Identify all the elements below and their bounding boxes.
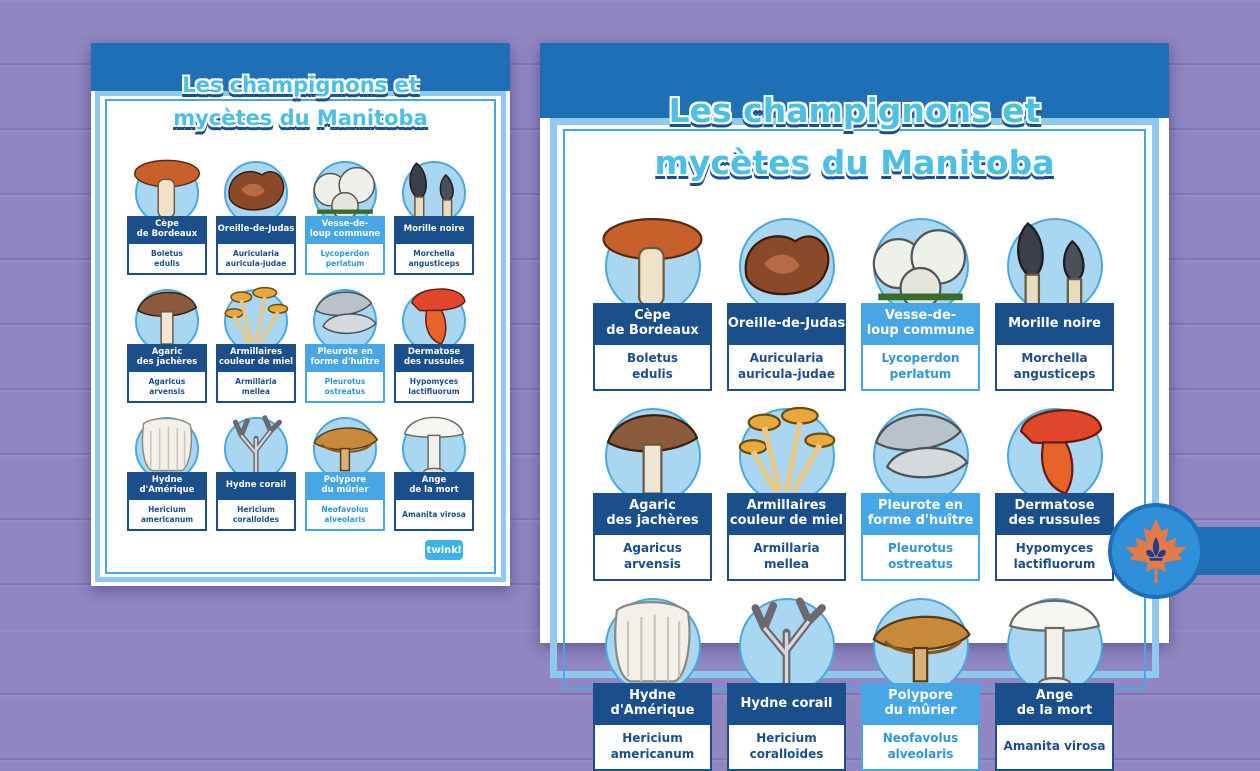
mushroom-common-name: Armillaires couleur de miel <box>727 493 846 535</box>
mushroom-common-name: Polypore du mûrier <box>305 472 385 500</box>
morel-icon <box>995 208 1114 308</box>
mushroom-illustration <box>593 208 712 308</box>
mushroom-common-name: Dermatose des russules <box>394 344 474 372</box>
mushroom-card <box>394 281 474 403</box>
mushroom-latin-name: Pleurotus ostreatus <box>305 372 385 403</box>
mushroom-illustration <box>127 281 207 347</box>
mushroom-illustration <box>305 281 385 347</box>
mushroom-illustration <box>127 153 207 219</box>
poster-large <box>540 43 1169 761</box>
mushroom-illustration <box>216 409 296 475</box>
mushroom-common-name: Hydne d'Amérique <box>593 683 712 725</box>
poster-title-line1: Les champignons et <box>668 91 1041 130</box>
mushroom-card <box>593 588 712 771</box>
mushroom-latin-name: Hypomyces lactifluorum <box>394 372 474 403</box>
poster-title-line2: mycètes du Manitoba <box>173 106 428 130</box>
morel-icon <box>394 153 474 219</box>
mushroom-common-name: Polypore du mûrier <box>861 683 980 725</box>
mushroom-latin-name: Lycoperdon perlatum <box>305 244 385 275</box>
bolete-mushroom-icon <box>127 153 207 219</box>
mushroom-latin-name: Auricularia auricula-judae <box>216 244 296 275</box>
wood-ear-fungus-icon <box>727 208 846 308</box>
mushroom-latin-name: Neofavolus alveolaris <box>305 500 385 531</box>
mushroom-illustration <box>727 588 846 688</box>
mushroom-card <box>394 409 474 531</box>
amanita-icon <box>394 409 474 475</box>
mushroom-latin-name: Lycoperdon perlatum <box>861 345 980 391</box>
mushroom-latin-name: Morchella angusticeps <box>394 244 474 275</box>
maple-leaf-fleur-de-lis-icon <box>1121 516 1191 586</box>
coral-tooth-icon <box>727 588 846 688</box>
mushroom-latin-name: Pleurotus ostreatus <box>861 535 980 581</box>
mushroom-latin-name: Hericium americanum <box>593 725 712 771</box>
wood-ear-fungus-icon <box>216 153 296 219</box>
mushroom-card <box>216 153 296 275</box>
mushroom-common-name: Ange de la mort <box>394 472 474 500</box>
mushroom-illustration <box>727 398 846 498</box>
mushroom-common-name: Pleurote en forme d'huître <box>305 344 385 372</box>
mushroom-latin-name: Hericium coralloides <box>216 500 296 531</box>
mushroom-common-name: Ange de la mort <box>995 683 1114 725</box>
bearded-tooth-icon <box>593 588 712 688</box>
mushroom-illustration <box>216 153 296 219</box>
mushroom-card <box>216 281 296 403</box>
honey-fungus-icon <box>727 398 846 498</box>
mushroom-common-name: Hydne corail <box>727 683 846 725</box>
twinkl-logo: twinkl <box>425 540 463 560</box>
polypore-icon <box>861 588 980 688</box>
mushroom-card <box>995 588 1114 771</box>
oyster-mushroom-icon <box>861 398 980 498</box>
mushroom-illustration <box>305 153 385 219</box>
mushroom-latin-name: Morchella angusticeps <box>995 345 1114 391</box>
lobster-mushroom-icon <box>394 281 474 347</box>
bolete-mushroom-icon <box>593 208 712 308</box>
mushroom-card <box>216 409 296 531</box>
mushroom-card <box>861 208 980 391</box>
mushroom-illustration <box>593 588 712 688</box>
mushroom-illustration <box>727 208 846 308</box>
mushroom-illustration <box>861 398 980 498</box>
puffball-icon <box>305 153 385 219</box>
mushroom-card <box>305 409 385 531</box>
mushroom-latin-name: Boletus edulis <box>127 244 207 275</box>
mushroom-latin-name: Amanita virosa <box>394 500 474 531</box>
mushroom-common-name: Pleurote en forme d'huître <box>861 493 980 535</box>
mushroom-illustration <box>394 153 474 219</box>
mushroom-illustration <box>861 588 980 688</box>
coral-tooth-icon <box>216 409 296 475</box>
mushroom-common-name: Hydne corail <box>216 472 296 500</box>
mushroom-illustration <box>394 281 474 347</box>
mushroom-illustration <box>394 409 474 475</box>
mushroom-latin-name: Agaricus arvensis <box>593 535 712 581</box>
polypore-icon <box>305 409 385 475</box>
poster-small <box>91 43 510 586</box>
mushroom-common-name: Oreille-de-Judas <box>727 303 846 345</box>
mushroom-card <box>727 208 846 391</box>
mushroom-illustration <box>995 588 1114 688</box>
mushroom-common-name: Armillaires couleur de miel <box>216 344 296 372</box>
mushroom-illustration <box>127 409 207 475</box>
manitoba-badge <box>1108 503 1204 599</box>
mushroom-latin-name: Hericium coralloides <box>727 725 846 771</box>
mushroom-card <box>127 153 207 275</box>
mushroom-common-name: Cèpe de Bordeaux <box>593 303 712 345</box>
mushroom-latin-name: Amanita virosa <box>995 725 1114 771</box>
mushroom-card <box>861 588 980 771</box>
mushroom-latin-name: Boletus edulis <box>593 345 712 391</box>
mushroom-common-name: Agaric des jachères <box>127 344 207 372</box>
agaric-mushroom-icon <box>593 398 712 498</box>
mushroom-latin-name: Hypomyces lactifluorum <box>995 535 1114 581</box>
mushroom-card <box>127 409 207 531</box>
mushroom-latin-name: Auricularia auricula-judae <box>727 345 846 391</box>
mushroom-illustration <box>995 398 1114 498</box>
mushroom-card <box>727 398 846 581</box>
mushroom-card <box>127 281 207 403</box>
mushroom-common-name: Oreille-de-Judas <box>216 216 296 244</box>
mushroom-latin-name: Armillaria mellea <box>727 535 846 581</box>
mushroom-card <box>593 398 712 581</box>
mushroom-card <box>305 281 385 403</box>
mushroom-illustration <box>216 281 296 347</box>
mushroom-common-name: Agaric des jachères <box>593 493 712 535</box>
mushroom-illustration <box>593 398 712 498</box>
mushroom-common-name: Morille noire <box>995 303 1114 345</box>
puffball-icon <box>861 208 980 308</box>
mushroom-common-name: Hydne d'Amérique <box>127 472 207 500</box>
mushroom-common-name: Cèpe de Bordeaux <box>127 216 207 244</box>
mushroom-common-name: Vesse-de- loup commune <box>305 216 385 244</box>
bearded-tooth-icon <box>127 409 207 475</box>
mushroom-card <box>995 208 1114 391</box>
honey-fungus-icon <box>216 281 296 347</box>
mushroom-latin-name: Hericium americanum <box>127 500 207 531</box>
mushroom-card <box>394 153 474 275</box>
mushroom-latin-name: Armillaria mellea <box>216 372 296 403</box>
poster-title-line1: Les champignons et <box>182 73 419 97</box>
mushroom-illustration <box>995 208 1114 308</box>
mushroom-card <box>305 153 385 275</box>
mushroom-card <box>727 588 846 771</box>
oyster-mushroom-icon <box>305 281 385 347</box>
mushroom-common-name: Dermatose des russules <box>995 493 1114 535</box>
mushroom-illustration <box>305 409 385 475</box>
mushroom-common-name: Morille noire <box>394 216 474 244</box>
mushroom-card <box>861 398 980 581</box>
mushroom-latin-name: Agaricus arvensis <box>127 372 207 403</box>
mushroom-card <box>995 398 1114 581</box>
mushroom-latin-name: Neofavolus alveolaris <box>861 725 980 771</box>
agaric-mushroom-icon <box>127 281 207 347</box>
mushroom-card <box>593 208 712 391</box>
lobster-mushroom-icon <box>995 398 1114 498</box>
mushroom-common-name: Vesse-de- loup commune <box>861 303 980 345</box>
amanita-icon <box>995 588 1114 688</box>
mushroom-illustration <box>861 208 980 308</box>
poster-title-line2: mycètes du Manitoba <box>654 143 1055 182</box>
